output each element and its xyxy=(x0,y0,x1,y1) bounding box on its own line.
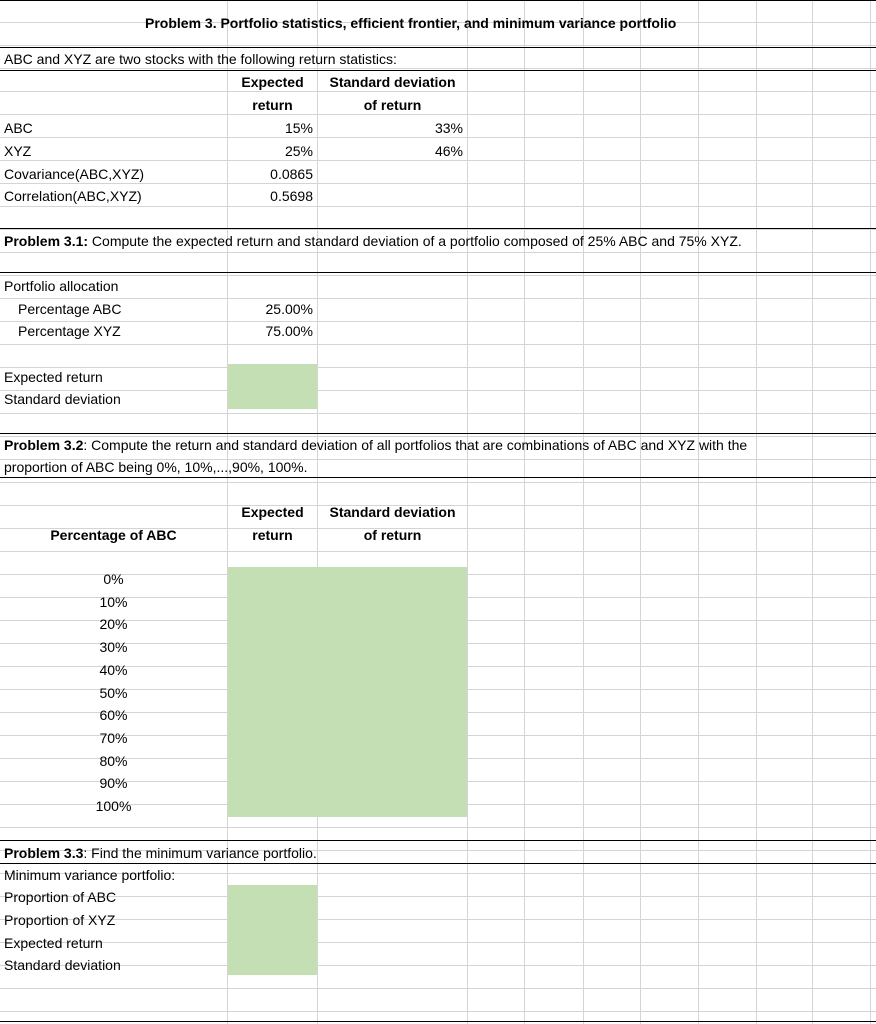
p32-answer-area[interactable] xyxy=(228,567,467,817)
pct-xyz-value[interactable]: 75.00% xyxy=(265,323,313,339)
intro-text: ABC and XYZ are two stocks with the following return statistics: xyxy=(4,51,397,67)
p33-instruction xyxy=(4,842,317,864)
pct-abc-row[interactable]: 10% xyxy=(99,594,128,610)
p32-instruction-line1 xyxy=(4,434,747,456)
xyz-sd[interactable]: 46% xyxy=(434,143,463,159)
portfolio-allocation-label[interactable]: Portfolio allocation xyxy=(4,278,119,294)
p32-col-expected-1: Expected xyxy=(241,504,304,520)
p31-sd-label[interactable]: Standard deviation xyxy=(4,391,121,407)
p33-heading: Problem 3.3 xyxy=(4,845,84,861)
p32-col-expected-2: return xyxy=(252,527,293,543)
border-p31-bottom xyxy=(0,272,876,273)
correlation-value[interactable]: 0.5698 xyxy=(270,188,313,204)
prop-xyz-label[interactable]: Proportion of XYZ xyxy=(4,912,116,928)
col-header-sd-1: Standard deviation xyxy=(329,74,456,90)
page-title: Problem 3. Portfolio statistics, efficient frontier, and minimum variance portfolio xyxy=(145,15,677,31)
pct-abc-row[interactable]: 0% xyxy=(103,571,124,587)
p31-expected-return-label[interactable]: Expected return xyxy=(4,369,103,385)
covariance-label[interactable]: Covariance(ABC,XYZ) xyxy=(4,166,145,182)
p31-text: Compute the expected return and standard deviation of a portfolio composed of 25% ABC and 75% XYZ. xyxy=(88,233,742,249)
col-header-expected-2: return xyxy=(252,97,293,113)
p33-answer-area[interactable] xyxy=(228,885,317,975)
p31-answer-area[interactable] xyxy=(228,364,317,409)
covariance-value[interactable]: 0.0865 xyxy=(270,166,313,182)
pct-xyz-label[interactable]: Percentage XYZ xyxy=(18,323,121,339)
col-header-pct-abc: Percentage of ABC xyxy=(50,527,177,543)
pct-abc-row[interactable]: 50% xyxy=(99,685,128,701)
xyz-expected-return[interactable]: 25% xyxy=(284,143,313,159)
prop-abc-label[interactable]: Proportion of ABC xyxy=(4,889,117,905)
p32-col-sd-1: Standard deviation xyxy=(329,504,456,520)
pct-abc-label[interactable]: Percentage ABC xyxy=(18,301,122,317)
border-p31-top xyxy=(0,228,876,229)
p33-text: : Find the minimum variance portfolio. xyxy=(83,845,317,861)
abc-sd[interactable]: 33% xyxy=(434,120,463,136)
correlation-label[interactable]: Correlation(ABC,XYZ) xyxy=(4,188,142,204)
col-header-sd-2: of return xyxy=(363,97,422,113)
pct-abc-row[interactable]: 100% xyxy=(95,798,132,814)
p33-expected-return-label[interactable]: Expected return xyxy=(4,935,103,951)
abc-expected-return[interactable]: 15% xyxy=(284,120,313,136)
p31-instruction xyxy=(4,230,742,252)
min-variance-label[interactable]: Minimum variance portfolio: xyxy=(4,867,176,883)
pct-abc-row[interactable]: 90% xyxy=(99,775,128,791)
pct-abc-row[interactable]: 30% xyxy=(99,639,128,655)
p32-col-sd-2: of return xyxy=(363,527,422,543)
pct-abc-value[interactable]: 25.00% xyxy=(265,301,313,317)
pct-abc-row[interactable]: 20% xyxy=(99,616,128,632)
pct-abc-row[interactable]: 70% xyxy=(99,730,128,746)
p33-sd-label[interactable]: Standard deviation xyxy=(4,957,121,973)
row-label-abc[interactable]: ABC xyxy=(4,120,33,136)
p31-heading: Problem 3.1: xyxy=(4,233,89,249)
row-label-xyz[interactable]: XYZ xyxy=(4,143,32,159)
p32-text-line1: : Compute the return and standard deviation of all portfolios that are combinations of ABC and XYZ with the xyxy=(83,437,748,453)
border-bottom xyxy=(0,1021,876,1022)
p32-heading: Problem 3.2 xyxy=(4,437,84,453)
pct-abc-row[interactable]: 80% xyxy=(99,753,128,769)
pct-abc-row[interactable]: 60% xyxy=(99,707,128,723)
border-p33-top xyxy=(0,840,876,841)
col-header-expected-1: Expected xyxy=(241,74,304,90)
p32-text-line2: proportion of ABC being 0%, 10%,...,90%, 100%. xyxy=(4,459,308,475)
border-top xyxy=(0,0,876,1)
pct-abc-row[interactable]: 40% xyxy=(99,662,128,678)
